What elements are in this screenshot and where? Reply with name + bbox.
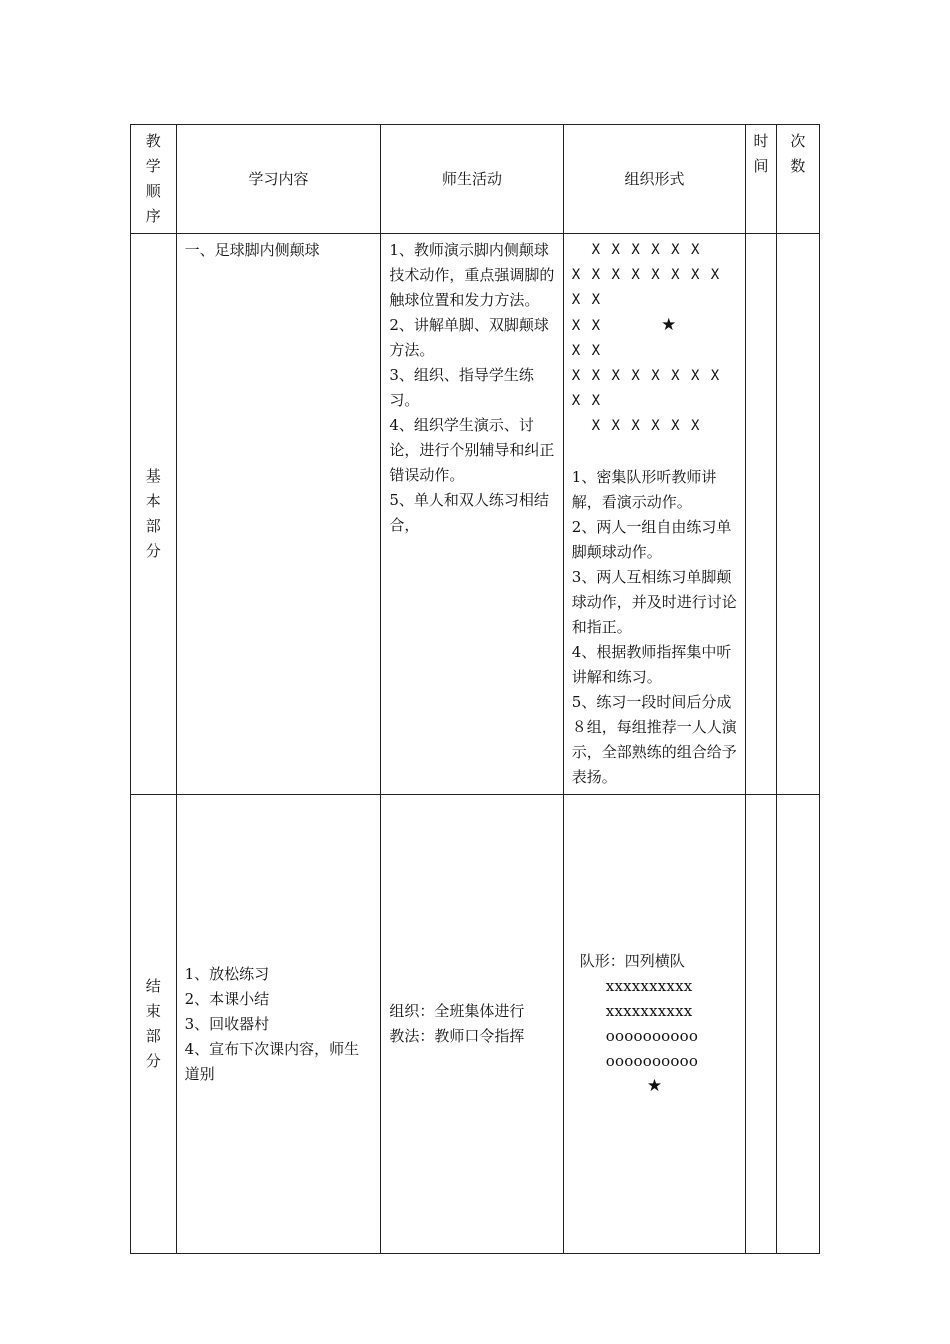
lesson-plan-table (130, 124, 820, 1254)
header-order: 教学顺序 (131, 125, 177, 234)
end-section-activity: 组织：全班集体进行 教法：教师口令指挥 (381, 795, 563, 1254)
basic-section-label: 基 本 部 分 (131, 234, 177, 795)
header-count: 次数 (776, 125, 819, 234)
teacher-star-icon: ★ (646, 1076, 663, 1096)
end-section-label: 结 束 部 分 (131, 795, 177, 1254)
header-time: 时间 (746, 125, 776, 234)
basic-section-content: 一、足球脚内侧颠球 (176, 234, 381, 795)
basic-formation-diagram: X X X X X X X X X X X X X X X X X X ★ X X X X X X X X X X X X X X X X X X (571, 242, 731, 434)
table-header-row (131, 125, 820, 234)
end-section-row (131, 795, 820, 1254)
end-section-count (776, 795, 819, 1254)
header-organization: 组织形式 (563, 125, 745, 234)
basic-section-organization: X X X X X X X X X X X X X X X X X X ★ X X X X X X X X X X X X X X X X X X 1、密集队形听教师讲解，看演示动作。 2、两人一组自由练习单脚颠球动作。 3、两人互相练习单脚颠球动作，并及时进行讨论和指正。 4、根据教师指挥集中听讲解和练习。 5、练习一段时间后分成８组，每组推荐一人人演示，全部熟练的组合给予表扬。 (563, 234, 745, 795)
end-section-time (746, 795, 776, 1254)
end-section-content: 1、放松练习 2、本课小结 3、回收器村 4、宣布下次课内容，师生道别 (176, 795, 381, 1254)
basic-section-count (776, 234, 819, 795)
basic-section-time (746, 234, 776, 795)
basic-section-row (131, 234, 820, 795)
header-content: 学习内容 (176, 125, 381, 234)
basic-section-activity: 1、教师演示脚内侧颠球技术动作，重点强调脚的触球位置和发力方法。 2、讲解单脚、双脚颠球方法。 3、组织、指导学生练习。 4、组织学生演示、讨论，进行个别辅导和纠正错误动作。 5、单人和双人练习相结合， (381, 234, 563, 795)
end-section-organization: 队形：四列横队 xxxxxxxxxx xxxxxxxxxx oooooooooo oooooooooo ★ (563, 795, 745, 1254)
teacher-star-icon: ★ (661, 315, 678, 335)
header-activity: 师生活动 (381, 125, 563, 234)
